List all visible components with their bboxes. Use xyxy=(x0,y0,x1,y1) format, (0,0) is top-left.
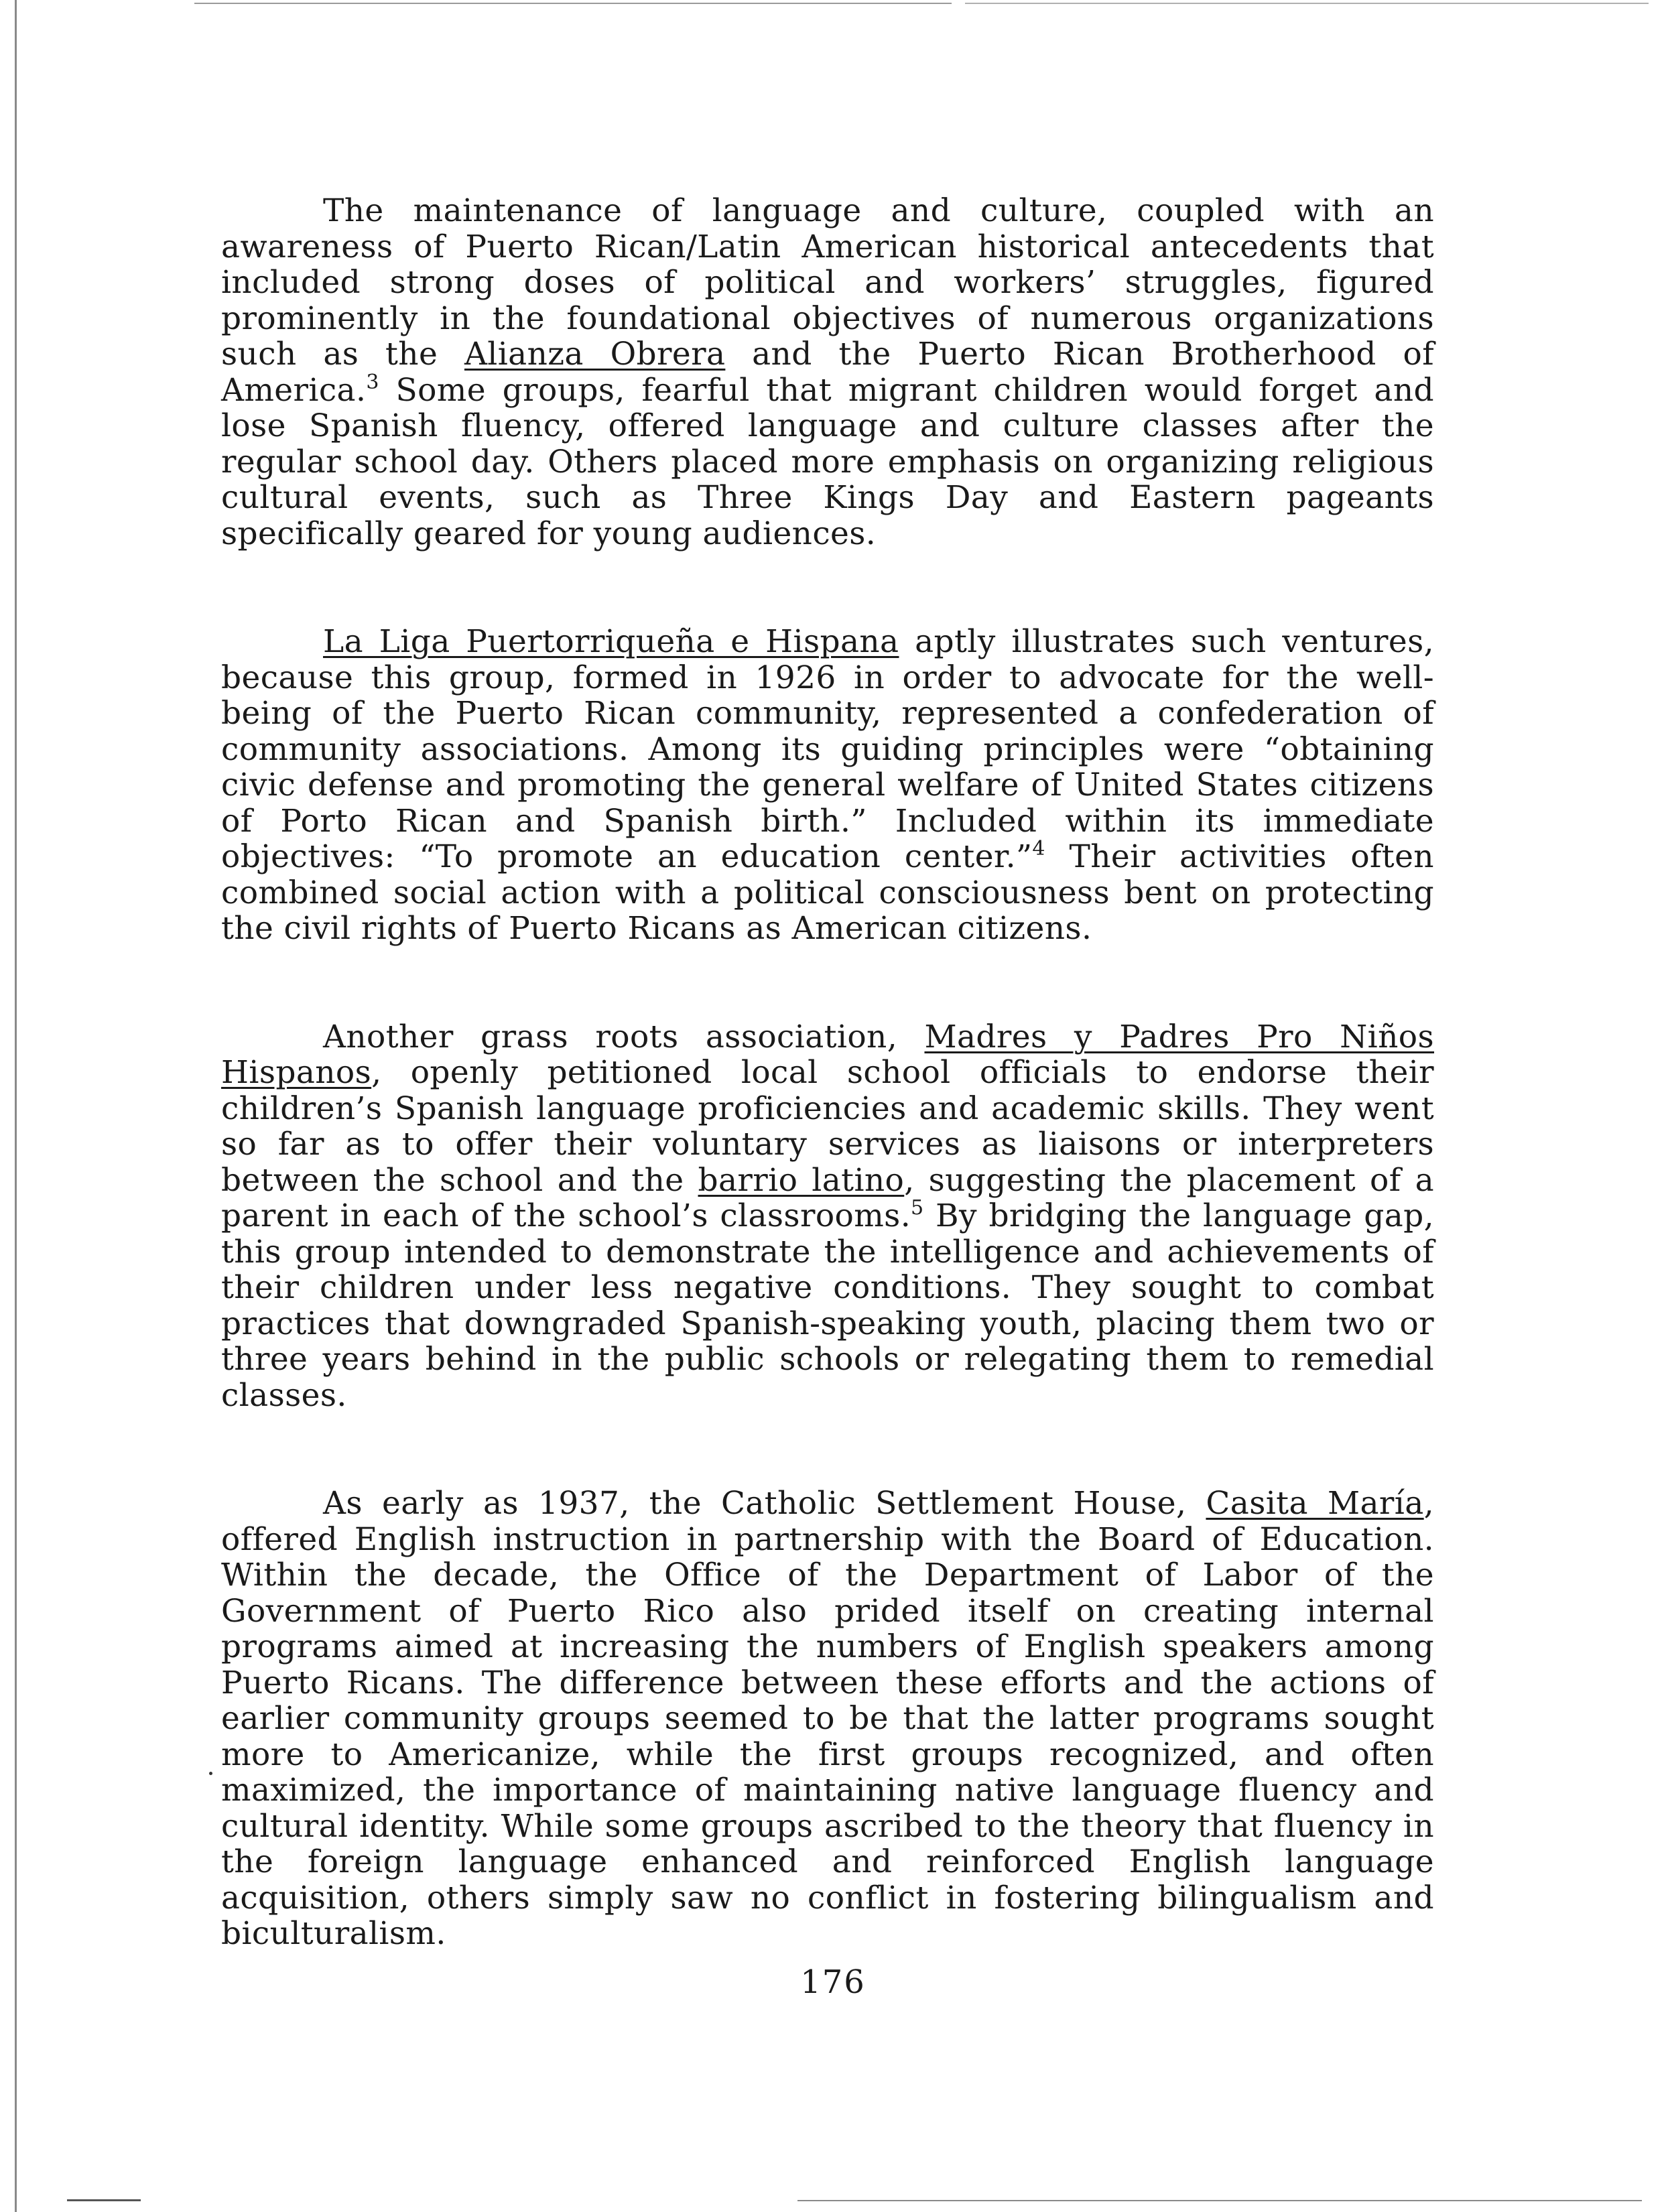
underlined-term: barrio latino xyxy=(698,1161,905,1199)
scan-edge-bottom-left xyxy=(67,2199,141,2201)
text-run: aptly illustrates such ventures, because this group, formed in 1926 in order to advocate for the well-being of the Puerto Rican community, represented a confederation of community associations. Among its guiding principles were “obtaining civic defense and promoting the general welfare of United States citizens of Porto Rican and Spanish birth.” Included within its immediate objectives: “To promote an education center.” xyxy=(221,623,1434,875)
text-run: , openly petitioned local school officials to endorse their children’s Spanish language proficiencies and academic skills. They went so far as to offer their voluntary services as liaisons or interpreters between the school and the xyxy=(221,1054,1434,1199)
text-run: Their activities often combined social action with a political consciousness bent on protecting the civil rights of Puerto Ricans as American citizens. xyxy=(221,838,1434,947)
underlined-term: Madres y Padres Pro Niños Hispanos xyxy=(221,1018,1434,1091)
text-run: Some groups, fearful that migrant children would forget and lose Spanish fluency, offered language and culture classes after the regular school day. Others placed more emphasis on organizing religious cultural events, such as Three Kings Day and Eastern pageants specifically geared for young audiences. xyxy=(221,371,1434,552)
footnote-ref: 4 xyxy=(1032,837,1045,860)
text-run: Another grass roots association, xyxy=(323,1018,925,1055)
text-run: and the Puerto Rican Brotherhood of America. xyxy=(221,336,1434,409)
footnote-ref: 3 xyxy=(366,370,379,394)
paragraph-3 xyxy=(221,1019,1434,1414)
scan-edge-top xyxy=(194,3,952,4)
underlined-term: La Liga Puertorriqueña e Hispana xyxy=(323,623,899,660)
paragraph-1 xyxy=(221,193,1434,551)
scan-edge-bottom-right xyxy=(797,2200,1642,2201)
paragraph-4 xyxy=(221,1486,1434,1952)
text-run: The maintenance of language and culture, coupled with an awareness of Puerto Rican/Latin American historical antecedents that included strong doses of political and workers’ struggles, figured prominently in the foundational objectives of numerous organizations such as the xyxy=(221,192,1434,373)
footnote-ref: 5 xyxy=(911,1196,924,1220)
stray-ink-mark xyxy=(209,1772,212,1775)
paragraph-2 xyxy=(221,624,1434,947)
text-run: By bridging the language gap, this group intended to demonstrate the intelligence and achievements of their children under less negative conditions. They sought to combat practices that downgraded Spanish-speaking youth, placing them two or three years behind in the public schools or relegating them to remedial classes. xyxy=(221,1197,1434,1414)
text-run: , suggesting the placement of a parent in each of the school’s classrooms. xyxy=(221,1161,1434,1234)
text-run: , offered English instruction in partnership with the Board of Education. Within the decade, the Office of the Department of Labor of the Government of Puerto Rico also prided itself on creating internal programs aimed at increasing the numbers of English speakers among Puerto Ricans. The difference between these efforts and the actions of earlier community groups seemed to be that the latter programs sought more to Americanize, while the first groups recognized, and often maximized, the importance of maintaining native language fluency and cultural identity. While some groups ascribed to the theory that fluency in the foreign language enhanced and reinforced English language acquisition, others simply saw no conflict in fostering bilingualism and biculturalism. xyxy=(221,1485,1434,1952)
page-body xyxy=(221,193,1434,1952)
scan-edge-top-right xyxy=(965,3,1649,4)
underlined-term: Casita María xyxy=(1206,1485,1424,1522)
text-run: As early as 1937, the Catholic Settlement House, xyxy=(323,1485,1206,1522)
underlined-term: Alianza Obrera xyxy=(464,336,726,373)
scan-edge-left xyxy=(15,0,17,2212)
page-number: 176 xyxy=(800,1963,866,2001)
